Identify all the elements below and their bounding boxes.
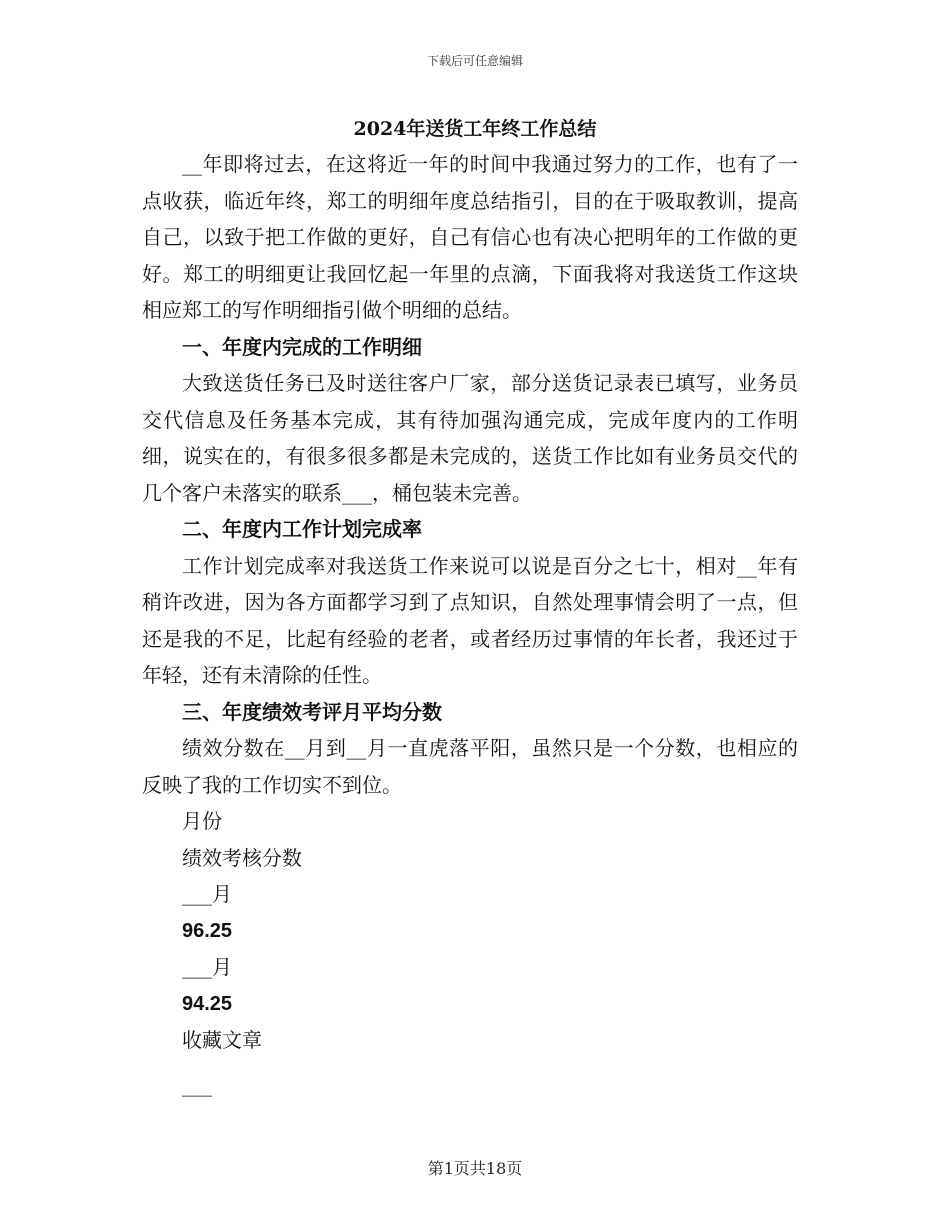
section-1-paragraph: 大致送货任务已及时送往客户厂家，部分送货记录表已填写，业务员交代信息及任务基本完成，其有待加强沟通完成，完成年度内的工作明细，说实在的，有很多很多都是未完成的，送货工作比如有业务员交代的几个客户未落实的联系___，桶包装未完善。 [142, 371, 798, 505]
section-2-paragraph: 工作计划完成率对我送货工作来说可以说是百分之七十，相对__年有稍许改进，因为各方面都学习到了点知识，自然处理事情会明了一点，但还是我的不足，比起有经验的老者，或者经历过事情的年长者，我还过于年轻，还有未清除的任性。 [142, 553, 798, 687]
section-3-heading: 三、年度绩效考评月平均分数 [182, 699, 442, 724]
section-2-heading: 二、年度内工作计划完成率 [182, 517, 422, 541]
intro-paragraph: __年即将过去，在这将近一年的时间中我通过努力的工作，也有了一点收获，临近年终，郑工的明细年度总结指引，目的在于吸取教训，提高自己，以致于把工作做的更好，自己有信心也有决心把明年的工作做的更好。郑工的明细更让我回忆起一年里的点滴，下面我将对我送货工作这块相应郑工的写作明细指引做个明细的总结。 [142, 152, 798, 322]
table-row-score: 96.25 [182, 919, 233, 942]
document-body [142, 146, 798, 1103]
table-row-month: ___月 [182, 882, 232, 906]
document-title: 2024年送货工年终工作总结 [353, 118, 597, 140]
blank-line: ___ [182, 1072, 212, 1097]
section-1-heading: 一、年度内完成的工作明细 [182, 334, 422, 359]
bookmark-link[interactable]: 收藏文章 [182, 1028, 262, 1052]
page-header-note: 下载后可任意编辑 [426, 54, 523, 68]
page-footer-number: 第1页共18页 [427, 1159, 523, 1178]
table-header-score: 绩效考核分数 [182, 845, 302, 870]
table-row-month: ___月 [182, 955, 232, 979]
section-3-paragraph: 绩效分数在__月到__月一直虎落平阳，虽然只是一个分数，也相应的反映了我的工作切实不到位。 [142, 736, 798, 797]
table-row-score: 94.25 [182, 992, 233, 1015]
table-header-month: 月份 [182, 809, 222, 833]
